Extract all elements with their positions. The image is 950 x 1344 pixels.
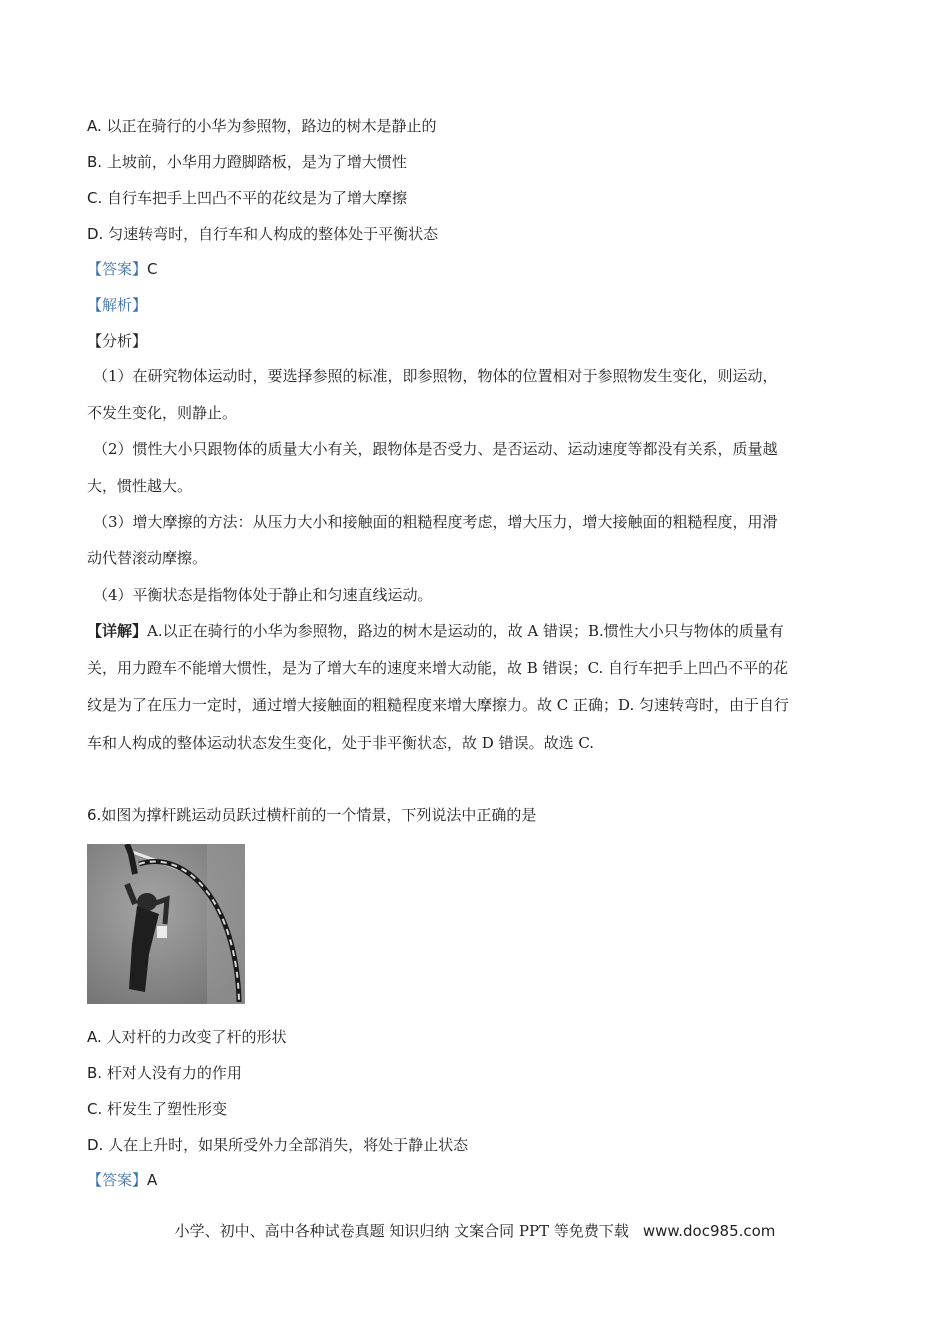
q5-fenxi-tag: 【分析】	[87, 332, 148, 350]
q5-option-d: D. 匀速转弯时，自行车和人构成的整体处于平衡状态	[87, 225, 439, 243]
analysis-line: （4）平衡状态是指物体处于静止和匀速直线运动。	[93, 586, 433, 604]
q5-option-c: C. 自行车把手上凹凸不平的花纹是为了增大摩擦	[87, 189, 408, 207]
analysis-line: （2）惯性大小只跟物体的质量大小有关，跟物体是否受力、是否运动、运动速度等都没有关系，质量越	[93, 440, 778, 458]
q6-option-b: B. 杆对人没有力的作用	[87, 1064, 242, 1082]
analysis-line: 不发生变化，则静止。	[87, 404, 238, 422]
q5-option-a: A. 以正在骑行的小华为参照物，路边的树木是静止的	[87, 117, 437, 135]
pole-vault-photo	[87, 844, 245, 1004]
q6-stem: 6.如图为撑杆跳运动员跃过横杆前的一个情景，下列说法中正确的是	[87, 806, 537, 824]
q6-answer	[87, 1170, 157, 1190]
detail-line: 【详解】A.以正在骑行的小华为参照物，路边的树木是运动的，故 A 错误；B.惯性大小只与物体的质量有	[87, 622, 784, 640]
detail-line: 关，用力蹬车不能增大惯性，是为了增大车的速度来增大动能，故 B 错误；C. 自行车把手上凹凸不平的花	[87, 659, 789, 677]
footer-text: 小学、初中、高中各种试卷真题 知识归纳 文案合同 PPT 等免费下载	[174, 1222, 629, 1240]
detail-line: 纹是为了在压力一定时，通过增大接触面的粗糙程度来增大摩擦力。故 C 正确；D. 匀速转弯时，由于自行	[87, 696, 790, 714]
q6-option-c: C. 杆发生了塑性形变	[87, 1100, 228, 1118]
answer-value: C	[147, 260, 158, 278]
answer-tag: 【答案】	[87, 1171, 148, 1189]
analysis-line: （1）在研究物体运动时，要选择参照的标准，即参照物，物体的位置相对于参照物发生变化，则运动，	[93, 367, 778, 385]
q6-option-a: A. 人对杆的力改变了杆的形状	[87, 1028, 287, 1046]
answer-value: A	[147, 1171, 158, 1189]
q6-option-d: D. 人在上升时，如果所受外力全部消失，将处于静止状态	[87, 1136, 469, 1154]
detail-line: 车和人构成的整体运动状态发生变化，处于非平衡状态，故 D 错误。故选 C.	[87, 734, 595, 752]
analysis-line: 动代替滚动摩擦。	[87, 549, 208, 567]
q5-jiexi-tag: 【解析】	[87, 296, 148, 314]
q5-option-b: B. 上坡前，小华用力蹬脚踏板，是为了增大惯性	[87, 153, 407, 171]
detail-tag: 【详解】	[87, 622, 148, 640]
q5-answer	[87, 259, 158, 279]
analysis-line: （3）增大摩擦的方法：从压力大小和接触面的粗糙程度考虑，增大压力，增大接触面的粗糙程度，用滑	[93, 513, 778, 531]
answer-tag: 【答案】	[87, 260, 148, 278]
page-footer	[0, 1220, 950, 1241]
pole-vault-illustration	[87, 844, 245, 1004]
footer-url-link[interactable]: www.doc985.com	[642, 1222, 776, 1240]
analysis-line: 大，惯性越大。	[87, 477, 193, 495]
